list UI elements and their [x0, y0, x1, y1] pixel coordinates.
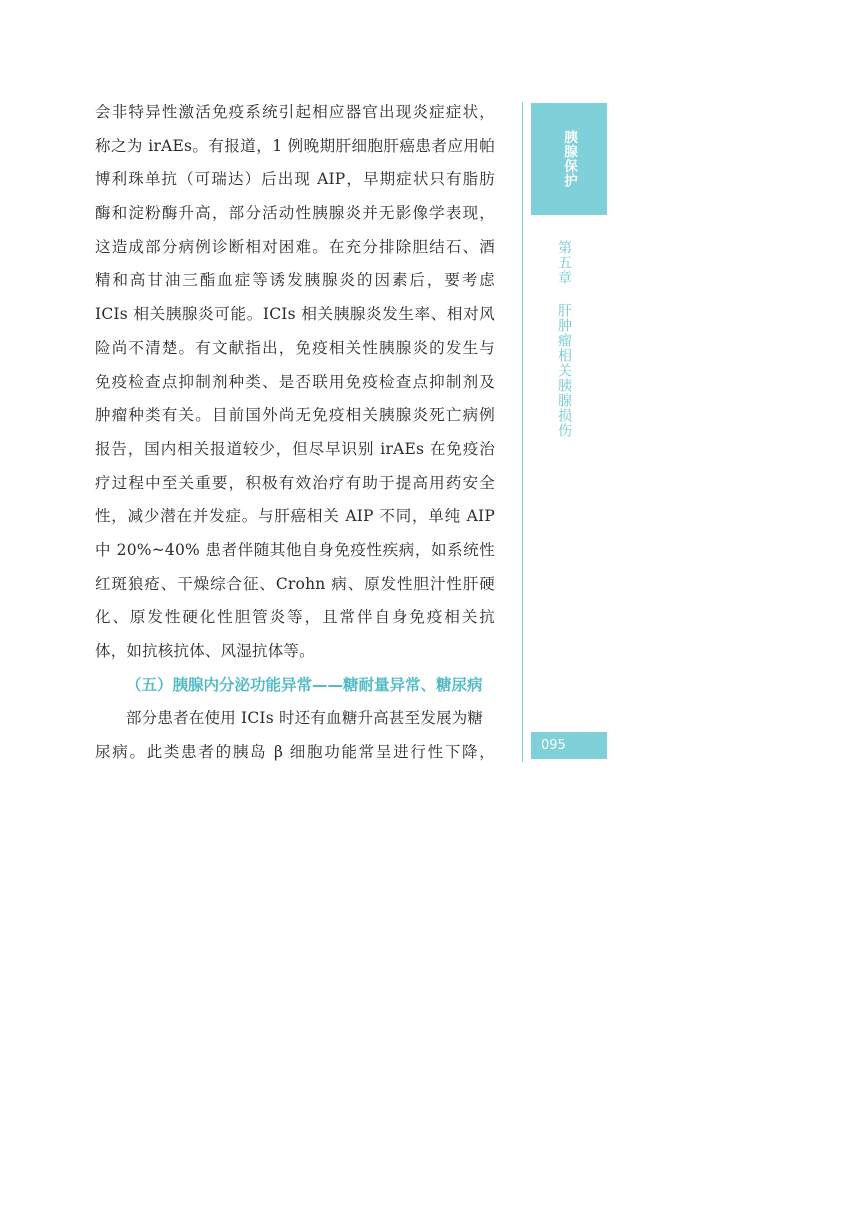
chapter-title: 肝肿瘤相关胰腺损伤	[556, 303, 572, 438]
body-line: 这造成部分病例诊断相对困难。在充分排除胆结石、酒	[95, 237, 495, 256]
body-text	[95, 96, 495, 770]
body-line: 精和高甘油三酯血症等诱发胰腺炎的因素后，要考虑	[95, 271, 495, 290]
body-line: 险尚不清楚。有文献指出，免疫相关性胰腺炎的发生与	[95, 338, 495, 357]
page-number: 095	[531, 732, 607, 759]
body-line: 疗过程中至关重要，积极有效治疗有助于提高用药安全	[95, 473, 495, 492]
body-line: 中 20%~40% 患者伴随其他自身免疫性疾病，如系统性	[95, 540, 495, 559]
body-line: 会非特异性激活免疫系统引起相应器官出现炎症症状，	[95, 103, 495, 121]
body-line: 性，减少潜在并发症。与肝癌相关 AIP 不同，单纯 AIP	[95, 507, 495, 526]
body-line: 酶和淀粉酶升高，部分活动性胰腺炎并无影像学表现，	[95, 204, 495, 223]
section-tab	[531, 103, 607, 215]
chapter-label	[553, 240, 575, 438]
section-heading: （五）胰腺内分泌功能异常——糖耐量异常、糖尿病	[126, 675, 483, 694]
body-line: 化、原发性硬化性胆管炎等，且常伴自身免疫相关抗	[95, 608, 495, 627]
body-line: 免疫检查点抑制剂种类、是否联用免疫检查点抑制剂及	[95, 372, 495, 391]
body-line: 体，如抗核抗体、风湿抗体等。	[95, 642, 315, 660]
side-divider	[522, 102, 523, 762]
body-line: 报告，国内相关报道较少，但尽早识别 irAEs 在免疫治	[95, 439, 495, 458]
body-line: 称之为 irAEs。有报道，1 例晚期肝细胞肝癌患者应用帕	[95, 136, 495, 155]
body-line: 红斑狼疮、干燥综合征、Crohn 病、原发性胆汁性肝硬	[95, 574, 495, 593]
body-line: 博利珠单抗（可瑞达）后出现 AIP，早期症状只有脂肪	[95, 170, 495, 189]
body-line: 尿病。此类患者的胰岛 β 细胞功能常呈进行性下降，	[95, 743, 495, 762]
body-line: ICIs 相关胰腺炎可能。ICIs 相关胰腺炎发生率、相对风	[95, 305, 495, 324]
chapter-number: 第五章	[556, 240, 572, 285]
body-line: 部分患者在使用 ICIs 时还有血糖升高甚至发展为糖	[126, 709, 484, 728]
section-tab-label: 胰腺保护	[561, 130, 577, 188]
body-line: 肿瘤种类有关。目前国外尚无免疫相关胰腺炎死亡病例	[95, 406, 495, 425]
